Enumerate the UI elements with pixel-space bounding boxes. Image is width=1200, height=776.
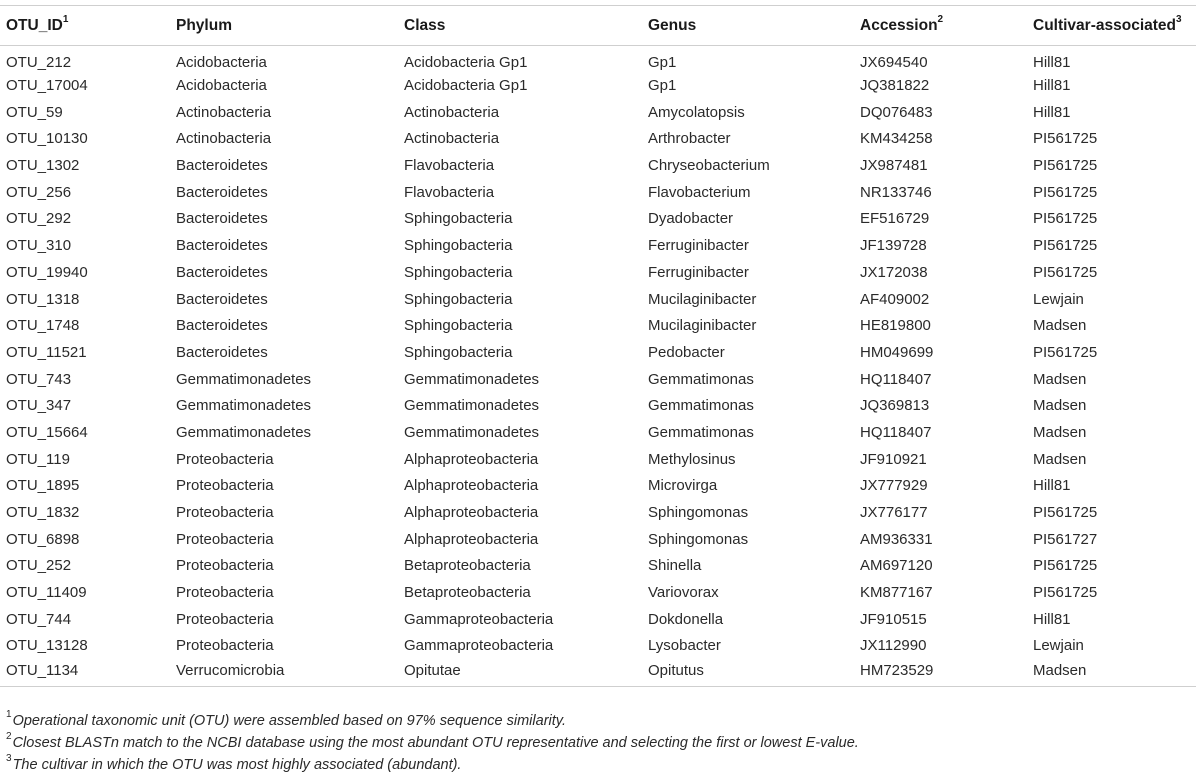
cell-cultivar-associated: PI561725 bbox=[1033, 210, 1098, 228]
table-row bbox=[0, 526, 1196, 553]
cell-genus: Ferruginibacter bbox=[648, 237, 749, 255]
footnote-marker: 2 bbox=[937, 13, 944, 25]
cell-class: Alphaproteobacteria bbox=[404, 450, 539, 468]
cell-genus: Mucilaginibacter bbox=[648, 290, 757, 308]
cell-accession: KM434258 bbox=[860, 130, 933, 148]
table-row bbox=[0, 232, 1196, 259]
cell-accession: JX776177 bbox=[860, 504, 928, 522]
cell-accession: JF910921 bbox=[860, 450, 927, 468]
cell-otu-id: OTU_11521 bbox=[6, 343, 87, 361]
cell-genus: Sphingomonas bbox=[648, 504, 749, 522]
table-row bbox=[0, 446, 1196, 473]
column-header-class bbox=[398, 6, 642, 46]
cell-genus: Dokdonella bbox=[648, 610, 724, 628]
cell-genus: Opitutus bbox=[648, 661, 704, 679]
cell-accession: EF516729 bbox=[860, 210, 930, 228]
cell-cultivar-associated: Hill81 bbox=[1033, 610, 1071, 628]
cell-phylum: Gemmatimonadetes bbox=[176, 397, 312, 415]
cell-cultivar-associated: PI561725 bbox=[1033, 343, 1098, 361]
cell-class: Gemmatimonadetes bbox=[404, 370, 540, 388]
cell-class: Opitutae bbox=[404, 661, 461, 679]
cell-cultivar-associated: PI561725 bbox=[1033, 584, 1098, 602]
table-row bbox=[0, 659, 1196, 686]
table-header bbox=[0, 6, 1196, 46]
cell-cultivar-associated: Madsen bbox=[1033, 423, 1087, 441]
cell-otu-id: OTU_19940 bbox=[6, 263, 88, 281]
cell-genus: Gp1 bbox=[648, 77, 677, 95]
cell-class: Sphingobacteria bbox=[404, 210, 513, 228]
cell-phylum: Gemmatimonadetes bbox=[176, 423, 312, 441]
footnote-marker: 3 bbox=[1176, 13, 1182, 25]
cell-otu-id: OTU_292 bbox=[6, 210, 72, 228]
cell-otu-id: OTU_15664 bbox=[6, 423, 88, 441]
cell-cultivar-associated: PI561725 bbox=[1033, 130, 1098, 148]
table-row bbox=[0, 579, 1196, 606]
cell-genus: Shinella bbox=[648, 557, 702, 575]
table-row bbox=[0, 366, 1196, 393]
column-header-label: OTU_ID bbox=[6, 17, 63, 35]
column-header-otu-id bbox=[0, 6, 170, 46]
cell-class: Gammaproteobacteria bbox=[404, 637, 554, 655]
cell-cultivar-associated: Madsen bbox=[1033, 397, 1087, 415]
cell-genus: Gemmatimonas bbox=[648, 370, 754, 388]
cell-otu-id: OTU_17004 bbox=[6, 77, 88, 95]
cell-otu-id: OTU_1895 bbox=[6, 477, 80, 495]
cell-genus: Lysobacter bbox=[648, 637, 721, 655]
cell-phylum: Proteobacteria bbox=[176, 610, 274, 628]
cell-genus: Gemmatimonas bbox=[648, 423, 754, 441]
cell-genus: Methylosinus bbox=[648, 450, 736, 468]
cell-otu-id: OTU_744 bbox=[6, 610, 72, 628]
column-header-label: Cultivar-associated bbox=[1033, 17, 1176, 35]
table-body bbox=[0, 46, 1196, 687]
cell-cultivar-associated: PI561725 bbox=[1033, 237, 1098, 255]
table-row bbox=[0, 473, 1196, 500]
cell-genus: Pedobacter bbox=[648, 343, 725, 361]
table-row bbox=[0, 46, 1196, 73]
footnotes bbox=[6, 706, 1196, 772]
cell-phylum: Actinobacteria bbox=[176, 130, 272, 148]
table-row bbox=[0, 259, 1196, 286]
column-header-label: Accession bbox=[860, 17, 938, 35]
cell-accession: JX694540 bbox=[860, 53, 928, 71]
cell-genus: Gemmatimonas bbox=[648, 397, 754, 415]
cell-class: Sphingobacteria bbox=[404, 317, 513, 335]
cell-class: Gammaproteobacteria bbox=[404, 610, 554, 628]
cell-phylum: Bacteroidetes bbox=[176, 317, 268, 335]
table-row bbox=[0, 312, 1196, 339]
table-row bbox=[0, 179, 1196, 206]
cell-cultivar-associated: Hill81 bbox=[1033, 103, 1071, 121]
cell-phylum: Bacteroidetes bbox=[176, 263, 268, 281]
cell-phylum: Proteobacteria bbox=[176, 477, 274, 495]
cell-accession: JF139728 bbox=[860, 237, 927, 255]
cell-otu-id: OTU_252 bbox=[6, 557, 72, 575]
table-row bbox=[0, 206, 1196, 233]
table-row bbox=[0, 126, 1196, 153]
cell-accession: DQ076483 bbox=[860, 103, 933, 121]
cell-class: Flavobacteria bbox=[404, 157, 495, 175]
cell-otu-id: OTU_743 bbox=[6, 370, 72, 388]
cell-otu-id: OTU_1302 bbox=[6, 157, 80, 175]
cell-accession: JQ369813 bbox=[860, 397, 930, 415]
cell-otu-id: OTU_1318 bbox=[6, 290, 80, 308]
footnote-text: The cultivar in which the OTU was most highly associated (abundant). bbox=[12, 756, 462, 773]
cell-class: Betaproteobacteria bbox=[404, 584, 531, 602]
cell-phylum: Gemmatimonadetes bbox=[176, 370, 312, 388]
cell-class: Acidobacteria Gp1 bbox=[404, 53, 528, 71]
cell-cultivar-associated: Madsen bbox=[1033, 450, 1087, 468]
cell-phylum: Proteobacteria bbox=[176, 530, 274, 548]
cell-genus: Arthrobacter bbox=[648, 130, 731, 148]
cell-phylum: Bacteroidetes bbox=[176, 343, 268, 361]
column-header-label: Class bbox=[404, 16, 446, 34]
cell-accession: HE819800 bbox=[860, 317, 931, 335]
cell-class: Actinobacteria bbox=[404, 130, 500, 148]
column-header-cultivar-associated bbox=[1027, 6, 1196, 46]
cell-otu-id: OTU_1748 bbox=[6, 317, 80, 335]
cell-otu-id: OTU_310 bbox=[6, 237, 72, 255]
table-row bbox=[0, 99, 1196, 126]
footnote-3 bbox=[6, 750, 1196, 772]
cell-accession: AF409002 bbox=[860, 290, 930, 308]
cell-otu-id: OTU_1832 bbox=[6, 504, 80, 522]
cell-phylum: Acidobacteria bbox=[176, 53, 267, 71]
otu-table-container bbox=[0, 5, 1196, 687]
cell-accession: JQ381822 bbox=[860, 77, 930, 95]
cell-cultivar-associated: Madsen bbox=[1033, 317, 1087, 335]
footnote-marker: 1 bbox=[6, 709, 12, 720]
cell-genus: Ferruginibacter bbox=[648, 263, 749, 281]
cell-accession: JX112990 bbox=[860, 637, 927, 655]
table-row bbox=[0, 553, 1196, 580]
cell-accession: AM936331 bbox=[860, 530, 933, 548]
cell-otu-id: OTU_6898 bbox=[6, 530, 80, 548]
cell-genus: Flavobacterium bbox=[648, 183, 751, 201]
column-header-label: Genus bbox=[648, 16, 697, 34]
cell-genus: Mucilaginibacter bbox=[648, 317, 757, 335]
cell-cultivar-associated: Lewjain bbox=[1033, 637, 1084, 655]
cell-cultivar-associated: Lewjain bbox=[1033, 290, 1084, 308]
cell-cultivar-associated: PI561727 bbox=[1033, 530, 1098, 548]
cell-class: Flavobacteria bbox=[404, 183, 495, 201]
cell-genus: Amycolatopsis bbox=[648, 103, 745, 121]
cell-class: Alphaproteobacteria bbox=[404, 477, 539, 495]
column-header-genus bbox=[642, 6, 854, 46]
cell-class: Sphingobacteria bbox=[404, 343, 513, 361]
cell-genus: Variovorax bbox=[648, 584, 719, 602]
cell-phylum: Proteobacteria bbox=[176, 557, 274, 575]
cell-class: Alphaproteobacteria bbox=[404, 504, 539, 522]
cell-otu-id: OTU_11409 bbox=[6, 584, 87, 602]
cell-otu-id: OTU_347 bbox=[6, 397, 72, 415]
cell-phylum: Proteobacteria bbox=[176, 637, 274, 655]
footnote-2 bbox=[6, 728, 1196, 750]
cell-genus: Gp1 bbox=[648, 53, 677, 71]
footnote-1 bbox=[6, 706, 1196, 728]
table-row bbox=[0, 633, 1196, 660]
cell-class: Sphingobacteria bbox=[404, 263, 513, 281]
cell-cultivar-associated: Madsen bbox=[1033, 370, 1087, 388]
cell-cultivar-associated: PI561725 bbox=[1033, 157, 1098, 175]
cell-class: Alphaproteobacteria bbox=[404, 530, 539, 548]
table-row bbox=[0, 419, 1196, 446]
cell-phylum: Bacteroidetes bbox=[176, 157, 268, 175]
cell-accession: AM697120 bbox=[860, 557, 933, 575]
table-row bbox=[0, 606, 1196, 633]
cell-phylum: Bacteroidetes bbox=[176, 290, 268, 308]
cell-accession: HM723529 bbox=[860, 661, 934, 679]
table-row bbox=[0, 72, 1196, 99]
footnote-text: Operational taxonomic unit (OTU) were assembled based on 97% sequence similarity. bbox=[12, 712, 566, 729]
column-header-label: Phylum bbox=[176, 16, 232, 34]
table-row bbox=[0, 339, 1196, 366]
otu-table bbox=[0, 5, 1196, 687]
cell-otu-id: OTU_59 bbox=[6, 103, 63, 121]
cell-class: Acidobacteria Gp1 bbox=[404, 77, 528, 95]
cell-accession: JX987481 bbox=[860, 157, 928, 175]
cell-cultivar-associated: PI561725 bbox=[1033, 557, 1098, 575]
cell-class: Betaproteobacteria bbox=[404, 557, 531, 575]
cell-cultivar-associated: Hill81 bbox=[1033, 477, 1071, 495]
cell-cultivar-associated: Hill81 bbox=[1033, 53, 1071, 71]
cell-class: Gemmatimonadetes bbox=[404, 397, 540, 415]
cell-accession: HM049699 bbox=[860, 343, 934, 361]
cell-phylum: Proteobacteria bbox=[176, 504, 274, 522]
column-header-accession bbox=[854, 6, 1027, 46]
column-header-phylum bbox=[170, 6, 398, 46]
cell-accession: HQ118407 bbox=[860, 423, 932, 441]
cell-cultivar-associated: PI561725 bbox=[1033, 263, 1098, 281]
cell-accession: JX172038 bbox=[860, 263, 928, 281]
cell-class: Sphingobacteria bbox=[404, 237, 513, 255]
cell-cultivar-associated: Madsen bbox=[1033, 661, 1087, 679]
cell-phylum: Acidobacteria bbox=[176, 77, 267, 95]
cell-class: Sphingobacteria bbox=[404, 290, 513, 308]
cell-phylum: Verrucomicrobia bbox=[176, 661, 285, 679]
footnote-text: Closest BLASTn match to the NCBI database using the most abundant OTU representative and selecting the first or lowest E-value. bbox=[12, 734, 859, 751]
cell-otu-id: OTU_1134 bbox=[6, 661, 79, 679]
cell-otu-id: OTU_212 bbox=[6, 53, 72, 71]
header-row bbox=[0, 6, 1196, 46]
footnote-marker: 3 bbox=[6, 753, 12, 764]
cell-otu-id: OTU_256 bbox=[6, 183, 72, 201]
cell-genus: Dyadobacter bbox=[648, 210, 734, 228]
footnote-marker: 2 bbox=[6, 731, 12, 742]
cell-phylum: Bacteroidetes bbox=[176, 183, 268, 201]
table-row bbox=[0, 152, 1196, 179]
table-row bbox=[0, 499, 1196, 526]
cell-phylum: Bacteroidetes bbox=[176, 210, 268, 228]
cell-accession: JF910515 bbox=[860, 610, 927, 628]
cell-otu-id: OTU_119 bbox=[6, 450, 70, 468]
cell-phylum: Proteobacteria bbox=[176, 584, 274, 602]
cell-otu-id: OTU_13128 bbox=[6, 637, 88, 655]
cell-otu-id: OTU_10130 bbox=[6, 130, 88, 148]
cell-cultivar-associated: PI561725 bbox=[1033, 183, 1098, 201]
cell-genus: Microvirga bbox=[648, 477, 718, 495]
cell-genus: Chryseobacterium bbox=[648, 157, 770, 175]
cell-cultivar-associated: Hill81 bbox=[1033, 77, 1071, 95]
table-row bbox=[0, 392, 1196, 419]
table-row bbox=[0, 286, 1196, 313]
cell-class: Gemmatimonadetes bbox=[404, 423, 540, 441]
cell-accession: NR133746 bbox=[860, 183, 932, 201]
cell-accession: JX777929 bbox=[860, 477, 928, 495]
cell-accession: HQ118407 bbox=[860, 370, 932, 388]
cell-genus: Sphingomonas bbox=[648, 530, 749, 548]
cell-phylum: Proteobacteria bbox=[176, 450, 274, 468]
cell-phylum: Bacteroidetes bbox=[176, 237, 268, 255]
cell-cultivar-associated: PI561725 bbox=[1033, 504, 1098, 522]
cell-class: Actinobacteria bbox=[404, 103, 500, 121]
footnote-marker: 1 bbox=[62, 13, 69, 25]
cell-phylum: Actinobacteria bbox=[176, 103, 272, 121]
cell-accession: KM877167 bbox=[860, 584, 933, 602]
